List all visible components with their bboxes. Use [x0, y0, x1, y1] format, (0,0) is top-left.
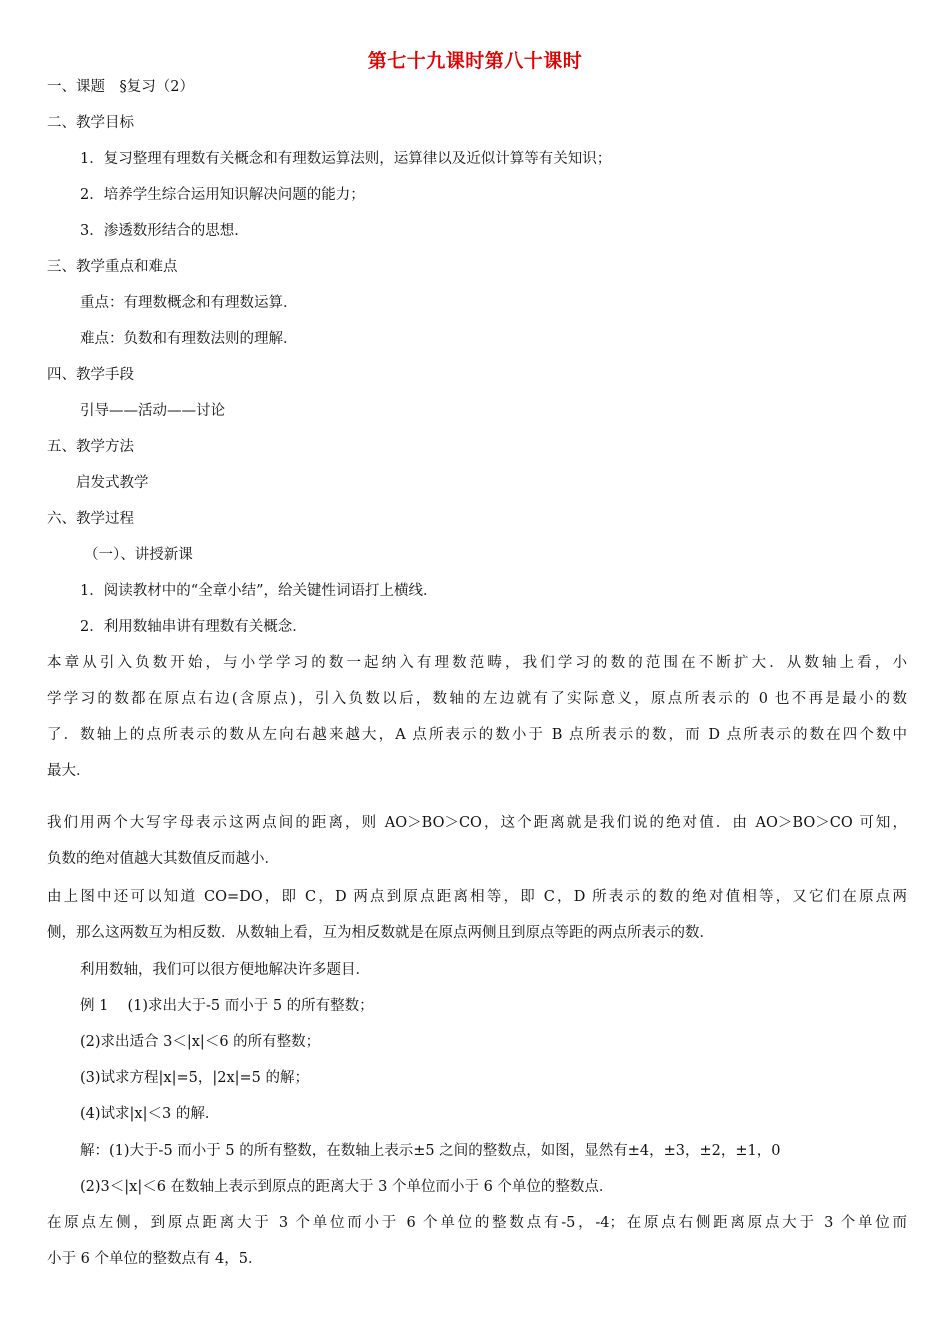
- section-topic: 一、课题 §复习（2）: [47, 79, 194, 95]
- page-title: 第七十九课时第八十课时: [367, 50, 583, 72]
- paragraph-line: 本章从引入负数开始，与小学学习的数一起纳入有理数范畴，我们学习的数的范围在不断扩大．从数轴上看，小: [47, 655, 907, 671]
- solution-part-2: (2)3＜|x|＜6 在数轴上表示到原点的距离大于 3 个单位而小于 6 个单位的整数点．: [80, 1179, 614, 1195]
- lesson-step-1: 1．阅读教材中的“全章小结”，给关键性词语打上横线．: [80, 583, 438, 599]
- example-1-part-3: (3)试求方程|x|=5，|2x|=5 的解；: [80, 1070, 310, 1086]
- paragraph-line: 最大．: [47, 763, 91, 779]
- paragraph-line: 了．数轴上的点所表示的数从左向右越来越大，A 点所表示的数小于 B 点所表示的数，而 D 点所表示的数在四个数中: [47, 727, 907, 743]
- section-means-heading: 四、教学手段: [47, 367, 134, 383]
- goal-item-2: 2．培养学生综合运用知识解决问题的能力；: [80, 187, 365, 203]
- section-method-heading: 五、教学方法: [47, 439, 134, 455]
- paragraph-line: 由上图中还可以知道 CO=DO，即 C，D 两点到原点距离相等，即 C，D 所表示的数的绝对值相等，又它们在原点两: [47, 889, 907, 905]
- section-focus-heading: 三、教学重点和难点: [47, 259, 178, 275]
- paragraph-line: 学学习的数都在原点右边(含原点)，引入负数以后，数轴的左边就有了实际意义，原点所表示的 0 也不再是最小的数: [47, 691, 907, 707]
- subsection-new-lesson: （一）、讲授新课: [84, 547, 193, 563]
- section-process-heading: 六、教学过程: [47, 511, 134, 527]
- paragraph-line: 利用数轴，我们可以很方便地解决许多题目．: [80, 962, 370, 978]
- example-1-part-4: (4)试求|x|＜3 的解．: [80, 1106, 220, 1122]
- paragraph-line: 在原点左侧，到原点距离大于 3 个单位而小于 6 个单位的整数点有-5，-4；在原点右侧距离原点大于 3 个单位而: [47, 1215, 907, 1231]
- lesson-step-2: 2．利用数轴串讲有理数有关概念．: [80, 619, 307, 635]
- paragraph-line: 我们用两个大写字母表示这两点间的距离，则 AO＞BO＞CO，这个距离就是我们说的绝对值．由 AO＞BO＞CO 可知，: [47, 815, 907, 831]
- example-1-part-1: 例 1 (1)求出大于-5 而小于 5 的所有整数；: [80, 998, 374, 1014]
- example-1-part-2: (2)求出适合 3＜|x|＜6 的所有整数；: [80, 1034, 321, 1050]
- solution-part-1: 解：(1)大于-5 而小于 5 的所有整数，在数轴上表示±5 之间的整数点，如图，显然有±4，±3，±2，±1，0: [80, 1143, 781, 1159]
- goal-item-1: 1．复习整理有理数有关概念和有理数运算法则，运算律以及近似计算等有关知识；: [80, 151, 612, 167]
- goal-item-3: 3．渗透数形结合的思想．: [80, 223, 249, 239]
- method-text: 启发式教学: [76, 475, 149, 491]
- paragraph-line: 小于 6 个单位的整数点有 4，5．: [47, 1251, 263, 1267]
- paragraph-line: 侧，那么这两数互为相反数．从数轴上看，互为相反数就是在原点两侧且到原点等距的两点所表示的数．: [47, 925, 714, 941]
- section-goals-heading: 二、教学目标: [47, 115, 134, 131]
- focus-difficulty: 难点：负数和有理数法则的理解．: [80, 331, 298, 347]
- focus-key-point: 重点：有理数概念和有理数运算．: [80, 295, 298, 311]
- means-text: 引导——活动——讨论: [80, 403, 225, 419]
- paragraph-line: 负数的绝对值越大其数值反而越小．: [47, 851, 279, 867]
